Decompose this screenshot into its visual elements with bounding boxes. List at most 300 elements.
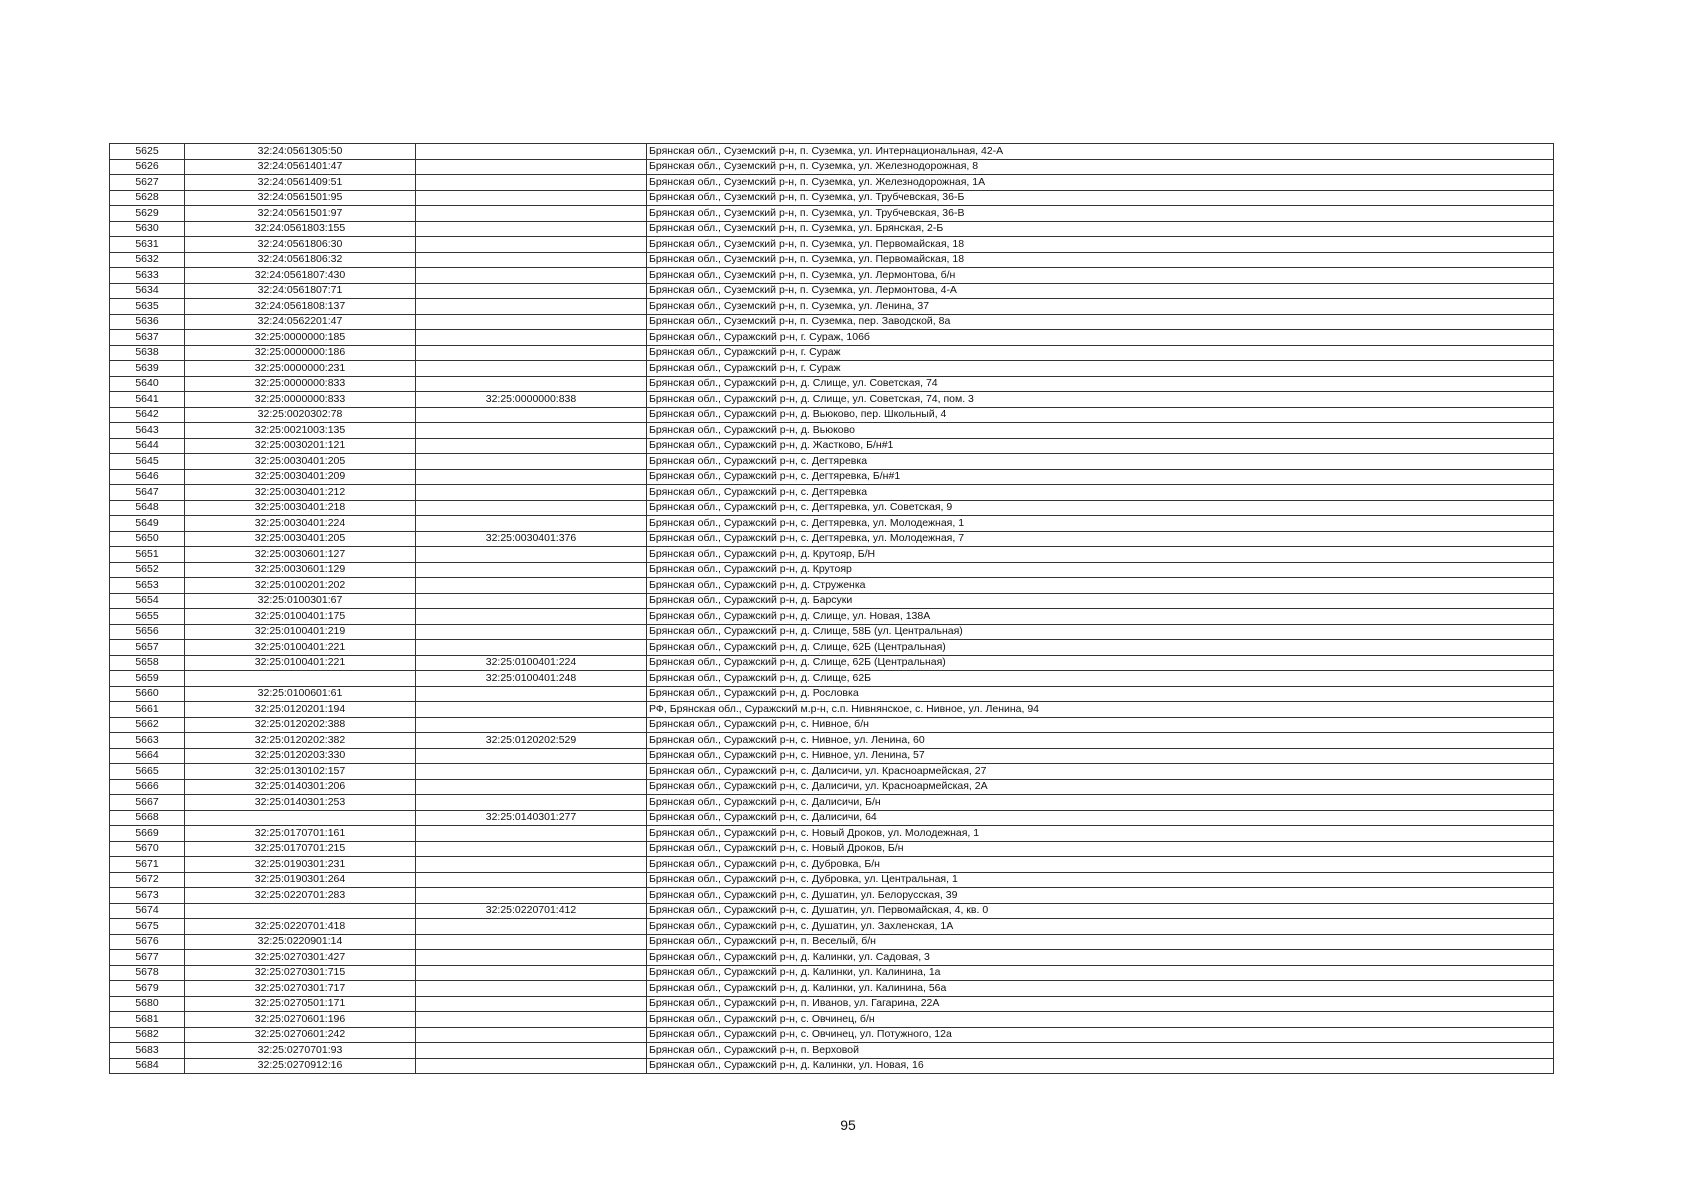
linked-cadastral-number-cell (416, 190, 647, 206)
row-number-cell: 5631 (110, 237, 185, 253)
address-cell: Брянская обл., Суражский р-н, с. Далисичи, Б/н (647, 795, 1554, 811)
address-cell: Брянская обл., Суражский р-н, д. Барсуки (647, 593, 1554, 609)
table-row (110, 733, 1554, 749)
address-cell: Брянская обл., Суражский р-н, с. Новый Дроков, Б/н (647, 841, 1554, 857)
row-number-cell: 5650 (110, 531, 185, 547)
address-cell: Брянская обл., Суземский р-н, п. Суземка, ул. Лермонтова, б/н (647, 268, 1554, 284)
cadastral-number-cell: 32:25:0000000:185 (185, 330, 416, 346)
linked-cadastral-number-cell (416, 314, 647, 330)
row-number-cell: 5659 (110, 671, 185, 687)
row-number-cell: 5674 (110, 903, 185, 919)
linked-cadastral-number-cell (416, 221, 647, 237)
address-cell: Брянская обл., Суражский р-н, с. Нивное, б/н (647, 717, 1554, 733)
table-row (110, 717, 1554, 733)
page-number: 95 (840, 1117, 856, 1133)
table-row (110, 826, 1554, 842)
address-cell: Брянская обл., Суражский р-н, с. Дегтяревка, ул. Молодежная, 1 (647, 516, 1554, 532)
cadastral-number-cell: 32:25:0030601:129 (185, 562, 416, 578)
linked-cadastral-number-cell (416, 888, 647, 904)
linked-cadastral-number-cell (416, 624, 647, 640)
linked-cadastral-number-cell (416, 144, 647, 160)
address-cell: Брянская обл., Суражский р-н, д. Калинки, ул. Калинина, 56а (647, 981, 1554, 997)
table-row (110, 748, 1554, 764)
cadastral-number-cell: 32:25:0030201:121 (185, 438, 416, 454)
linked-cadastral-number-cell (416, 578, 647, 594)
address-cell: Брянская обл., Суражский р-н, п. Веселый, б/н (647, 934, 1554, 950)
row-number-cell: 5677 (110, 950, 185, 966)
linked-cadastral-number-cell (416, 1027, 647, 1043)
address-cell: Брянская обл., Суражский р-н, с. Далисичи, ул. Красноармейская, 2А (647, 779, 1554, 795)
linked-cadastral-number-cell (416, 593, 647, 609)
table-row (110, 934, 1554, 950)
address-cell: Брянская обл., Суражский р-н, с. Нивное, ул. Ленина, 57 (647, 748, 1554, 764)
table-row (110, 345, 1554, 361)
table-row (110, 686, 1554, 702)
linked-cadastral-number-cell (416, 438, 647, 454)
linked-cadastral-number-cell (416, 841, 647, 857)
linked-cadastral-number-cell (416, 795, 647, 811)
row-number-cell: 5629 (110, 206, 185, 222)
linked-cadastral-number-cell (416, 485, 647, 501)
table-row (110, 330, 1554, 346)
table-row (110, 206, 1554, 222)
linked-cadastral-number-cell (416, 640, 647, 656)
row-number-cell: 5660 (110, 686, 185, 702)
table-row (110, 919, 1554, 935)
linked-cadastral-number-cell (416, 748, 647, 764)
cadastral-number-cell: 32:25:0120201:194 (185, 702, 416, 718)
linked-cadastral-number-cell (416, 237, 647, 253)
table-row (110, 795, 1554, 811)
row-number-cell: 5684 (110, 1058, 185, 1074)
table-row (110, 144, 1554, 160)
address-cell: Брянская обл., Суражский р-н, с. Дегтяревка, Б/н#1 (647, 469, 1554, 485)
table-row (110, 516, 1554, 532)
linked-cadastral-number-cell: 32:25:0100401:248 (416, 671, 647, 687)
table-row (110, 562, 1554, 578)
cadastral-number-cell: 32:25:0130102:157 (185, 764, 416, 780)
linked-cadastral-number-cell (416, 996, 647, 1012)
row-number-cell: 5678 (110, 965, 185, 981)
table-row (110, 1027, 1554, 1043)
table-row (110, 640, 1554, 656)
address-cell: Брянская обл., Суражский р-н, с. Овчинец, ул. Потужного, 12а (647, 1027, 1554, 1043)
cadastral-number-cell: 32:24:0561401:47 (185, 159, 416, 175)
cadastral-number-cell: 32:24:0561806:30 (185, 237, 416, 253)
address-cell: Брянская обл., Суражский р-н, д. Вьюково, пер. Школьный, 4 (647, 407, 1554, 423)
address-cell: Брянская обл., Суражский р-н, с. Дубровка, Б/н (647, 857, 1554, 873)
row-number-cell: 5640 (110, 376, 185, 392)
row-number-cell: 5626 (110, 159, 185, 175)
address-cell: Брянская обл., Суражский р-н, г. Сураж (647, 361, 1554, 377)
table-row (110, 655, 1554, 671)
linked-cadastral-number-cell (416, 345, 647, 361)
address-cell: Брянская обл., Суражский р-н, д. Крутояр (647, 562, 1554, 578)
address-cell: Брянская обл., Суземский р-н, п. Суземка, ул. Брянская, 2-Б (647, 221, 1554, 237)
table-row (110, 485, 1554, 501)
table-row (110, 221, 1554, 237)
cadastral-number-cell: 32:25:0140301:253 (185, 795, 416, 811)
cadastral-number-cell: 32:25:0220701:418 (185, 919, 416, 935)
cadastral-number-cell: 32:25:0030401:212 (185, 485, 416, 501)
linked-cadastral-number-cell (416, 376, 647, 392)
row-number-cell: 5638 (110, 345, 185, 361)
cadastral-number-cell: 32:25:0270301:717 (185, 981, 416, 997)
table-row (110, 872, 1554, 888)
cadastral-number-cell: 32:25:0170701:161 (185, 826, 416, 842)
address-cell: Брянская обл., Суражский р-н, д. Слище, 62Б (647, 671, 1554, 687)
address-cell: Брянская обл., Суражский р-н, г. Сураж, 106б (647, 330, 1554, 346)
table-row (110, 578, 1554, 594)
row-number-cell: 5635 (110, 299, 185, 315)
table-row (110, 469, 1554, 485)
cadastral-number-cell: 32:25:0270601:196 (185, 1012, 416, 1028)
cadastral-number-cell: 32:25:0120202:388 (185, 717, 416, 733)
cadastral-number-cell: 32:25:0100601:61 (185, 686, 416, 702)
row-number-cell: 5637 (110, 330, 185, 346)
row-number-cell: 5630 (110, 221, 185, 237)
cadastral-number-cell: 32:24:0562201:47 (185, 314, 416, 330)
cadastral-number-cell (185, 671, 416, 687)
row-number-cell: 5672 (110, 872, 185, 888)
cadastral-number-cell: 32:24:0561501:95 (185, 190, 416, 206)
row-number-cell: 5652 (110, 562, 185, 578)
linked-cadastral-number-cell (416, 252, 647, 268)
row-number-cell: 5654 (110, 593, 185, 609)
cadastral-number-cell: 32:25:0021003:135 (185, 423, 416, 439)
linked-cadastral-number-cell (416, 330, 647, 346)
row-number-cell: 5665 (110, 764, 185, 780)
cadastral-number-cell: 32:25:0030401:205 (185, 454, 416, 470)
cadastral-number-cell (185, 903, 416, 919)
linked-cadastral-number-cell (416, 469, 647, 485)
address-cell: Брянская обл., Суражский р-н, д. Слище, 58Б (ул. Центральная) (647, 624, 1554, 640)
cadastral-number-cell: 32:25:0000000:231 (185, 361, 416, 377)
row-number-cell: 5658 (110, 655, 185, 671)
cadastral-number-cell: 32:25:0270301:715 (185, 965, 416, 981)
table-row (110, 779, 1554, 795)
table-row (110, 702, 1554, 718)
table-row (110, 671, 1554, 687)
row-number-cell: 5681 (110, 1012, 185, 1028)
row-number-cell: 5663 (110, 733, 185, 749)
row-number-cell: 5645 (110, 454, 185, 470)
table-row (110, 1058, 1554, 1074)
row-number-cell: 5651 (110, 547, 185, 563)
row-number-cell: 5644 (110, 438, 185, 454)
address-cell: Брянская обл., Суражский р-н, д. Слище, 62Б (Центральная) (647, 655, 1554, 671)
address-cell: Брянская обл., Суражский р-н, д. Слище, ул. Советская, 74, пом. 3 (647, 392, 1554, 408)
linked-cadastral-number-cell (416, 702, 647, 718)
cadastral-number-cell: 32:25:0030601:127 (185, 547, 416, 563)
records-table (109, 143, 1554, 1074)
row-number-cell: 5653 (110, 578, 185, 594)
table-row (110, 438, 1554, 454)
linked-cadastral-number-cell (416, 407, 647, 423)
row-number-cell: 5633 (110, 268, 185, 284)
cadastral-number-cell: 32:25:0100401:219 (185, 624, 416, 640)
table-row (110, 190, 1554, 206)
row-number-cell: 5649 (110, 516, 185, 532)
cadastral-number-cell: 32:25:0030401:209 (185, 469, 416, 485)
cadastral-number-cell: 32:25:0120202:382 (185, 733, 416, 749)
address-cell: Брянская обл., Суражский р-н, п. Иванов, ул. Гагарина, 22А (647, 996, 1554, 1012)
row-number-cell: 5641 (110, 392, 185, 408)
row-number-cell: 5661 (110, 702, 185, 718)
row-number-cell: 5627 (110, 175, 185, 191)
table-row (110, 407, 1554, 423)
table-row (110, 609, 1554, 625)
cadastral-number-cell: 32:25:0270912:16 (185, 1058, 416, 1074)
table-row (110, 237, 1554, 253)
row-number-cell: 5670 (110, 841, 185, 857)
address-cell: Брянская обл., Суражский р-н, д. Струженка (647, 578, 1554, 594)
linked-cadastral-number-cell (416, 872, 647, 888)
cadastral-number-cell: 32:24:0561808:137 (185, 299, 416, 315)
cadastral-number-cell: 32:25:0100401:175 (185, 609, 416, 625)
linked-cadastral-number-cell (416, 1012, 647, 1028)
row-number-cell: 5646 (110, 469, 185, 485)
table-row (110, 454, 1554, 470)
address-cell: Брянская обл., Суражский р-н, с. Нивное, ул. Ленина, 60 (647, 733, 1554, 749)
cadastral-number-cell: 32:25:0000000:833 (185, 392, 416, 408)
address-cell: Брянская обл., Суражский р-н, г. Сураж (647, 345, 1554, 361)
linked-cadastral-number-cell: 32:25:0000000:838 (416, 392, 647, 408)
cadastral-number-cell: 32:25:0100201:202 (185, 578, 416, 594)
address-cell: Брянская обл., Суражский р-н, д. Слище, ул. Новая, 138А (647, 609, 1554, 625)
table-row (110, 361, 1554, 377)
cadastral-number-cell: 32:25:0220701:283 (185, 888, 416, 904)
row-number-cell: 5655 (110, 609, 185, 625)
cadastral-number-cell: 32:25:0190301:264 (185, 872, 416, 888)
address-cell: Брянская обл., Суражский р-н, с. Дегтяревка (647, 485, 1554, 501)
linked-cadastral-number-cell (416, 500, 647, 516)
row-number-cell: 5676 (110, 934, 185, 950)
row-number-cell: 5675 (110, 919, 185, 935)
linked-cadastral-number-cell (416, 717, 647, 733)
cadastral-number-cell: 32:25:0100301:67 (185, 593, 416, 609)
row-number-cell: 5643 (110, 423, 185, 439)
linked-cadastral-number-cell (416, 206, 647, 222)
table-row (110, 283, 1554, 299)
address-cell: Брянская обл., Суражский р-н, д. Рословка (647, 686, 1554, 702)
cadastral-number-cell: 32:24:0561803:155 (185, 221, 416, 237)
address-cell: Брянская обл., Суражский р-н, д. Слище, 62Б (Центральная) (647, 640, 1554, 656)
linked-cadastral-number-cell (416, 981, 647, 997)
linked-cadastral-number-cell (416, 779, 647, 795)
cadastral-number-cell: 32:25:0270301:427 (185, 950, 416, 966)
cadastral-number-cell: 32:25:0270701:93 (185, 1043, 416, 1059)
address-cell: Брянская обл., Суземский р-н, п. Суземка, ул. Железнодорожная, 1А (647, 175, 1554, 191)
row-number-cell: 5634 (110, 283, 185, 299)
linked-cadastral-number-cell (416, 268, 647, 284)
row-number-cell: 5683 (110, 1043, 185, 1059)
cadastral-number-cell: 32:25:0140301:206 (185, 779, 416, 795)
cadastral-number-cell: 32:24:0561806:32 (185, 252, 416, 268)
linked-cadastral-number-cell (416, 299, 647, 315)
table-row (110, 1043, 1554, 1059)
address-cell: Брянская обл., Суражский р-н, с. Далисичи, ул. Красноармейская, 27 (647, 764, 1554, 780)
table-row (110, 965, 1554, 981)
address-cell: Брянская обл., Суражский р-н, с. Далисичи, 64 (647, 810, 1554, 826)
table-row (110, 903, 1554, 919)
address-cell: Брянская обл., Суражский р-н, п. Верховой (647, 1043, 1554, 1059)
table-row (110, 624, 1554, 640)
row-number-cell: 5642 (110, 407, 185, 423)
table-row (110, 841, 1554, 857)
table-row (110, 950, 1554, 966)
address-cell: РФ, Брянская обл., Суражский м.р-н, с.п. Нивнянское, с. Нивное, ул. Ленина, 94 (647, 702, 1554, 718)
address-cell: Брянская обл., Суземский р-н, п. Суземка, ул. Железнодорожная, 8 (647, 159, 1554, 175)
address-cell: Брянская обл., Суземский р-н, п. Суземка, пер. Заводской, 8а (647, 314, 1554, 330)
row-number-cell: 5639 (110, 361, 185, 377)
linked-cadastral-number-cell: 32:25:0030401:376 (416, 531, 647, 547)
cadastral-number-cell: 32:25:0000000:833 (185, 376, 416, 392)
address-cell: Брянская обл., Суземский р-н, п. Суземка, ул. Трубчевская, 36-В (647, 206, 1554, 222)
linked-cadastral-number-cell (416, 423, 647, 439)
address-cell: Брянская обл., Суражский р-н, с. Новый Дроков, ул. Молодежная, 1 (647, 826, 1554, 842)
cadastral-number-cell: 32:25:0030401:205 (185, 531, 416, 547)
table-row (110, 268, 1554, 284)
table-row (110, 1012, 1554, 1028)
cadastral-number-cell: 32:25:0020302:78 (185, 407, 416, 423)
linked-cadastral-number-cell: 32:25:0100401:224 (416, 655, 647, 671)
address-cell: Брянская обл., Суражский р-н, с. Дегтяревка, ул. Советская, 9 (647, 500, 1554, 516)
row-number-cell: 5636 (110, 314, 185, 330)
row-number-cell: 5680 (110, 996, 185, 1012)
table-row (110, 299, 1554, 315)
address-cell: Брянская обл., Суражский р-н, д. Жастково, Б/н#1 (647, 438, 1554, 454)
row-number-cell: 5625 (110, 144, 185, 160)
linked-cadastral-number-cell (416, 159, 647, 175)
cadastral-number-cell: 32:25:0220901:14 (185, 934, 416, 950)
cadastral-number-cell: 32:25:0100401:221 (185, 640, 416, 656)
address-cell: Брянская обл., Суражский р-н, с. Душатин, ул. Первомайская, 4, кв. 0 (647, 903, 1554, 919)
table-row (110, 531, 1554, 547)
linked-cadastral-number-cell (416, 454, 647, 470)
linked-cadastral-number-cell (416, 516, 647, 532)
address-cell: Брянская обл., Суземский р-н, п. Суземка, ул. Первомайская, 18 (647, 252, 1554, 268)
row-number-cell: 5647 (110, 485, 185, 501)
address-cell: Брянская обл., Суземский р-н, п. Суземка, ул. Лермонтова, 4-А (647, 283, 1554, 299)
table-row (110, 175, 1554, 191)
row-number-cell: 5656 (110, 624, 185, 640)
linked-cadastral-number-cell (416, 934, 647, 950)
linked-cadastral-number-cell (416, 609, 647, 625)
address-cell: Брянская обл., Суземский р-н, п. Суземка, ул. Трубчевская, 36-Б (647, 190, 1554, 206)
address-cell: Брянская обл., Суземский р-н, п. Суземка, ул. Первомайская, 18 (647, 237, 1554, 253)
linked-cadastral-number-cell (416, 764, 647, 780)
linked-cadastral-number-cell (416, 1043, 647, 1059)
address-cell: Брянская обл., Суражский р-н, д. Калинки, ул. Новая, 16 (647, 1058, 1554, 1074)
table-row (110, 252, 1554, 268)
linked-cadastral-number-cell (416, 562, 647, 578)
linked-cadastral-number-cell: 32:25:0120202:529 (416, 733, 647, 749)
cadastral-number-cell (185, 810, 416, 826)
table-row (110, 981, 1554, 997)
cadastral-number-cell: 32:25:0030401:218 (185, 500, 416, 516)
cadastral-number-cell: 32:24:0561409:51 (185, 175, 416, 191)
cadastral-number-cell: 32:25:0120203:330 (185, 748, 416, 764)
cadastral-number-cell: 32:25:0100401:221 (185, 655, 416, 671)
row-number-cell: 5632 (110, 252, 185, 268)
linked-cadastral-number-cell (416, 826, 647, 842)
linked-cadastral-number-cell (416, 175, 647, 191)
address-cell: Брянская обл., Суражский р-н, с. Дубровка, ул. Центральная, 1 (647, 872, 1554, 888)
cadastral-number-cell: 32:24:0561501:97 (185, 206, 416, 222)
table-row (110, 857, 1554, 873)
table-row (110, 314, 1554, 330)
table-row (110, 810, 1554, 826)
linked-cadastral-number-cell: 32:25:0220701:412 (416, 903, 647, 919)
linked-cadastral-number-cell (416, 686, 647, 702)
row-number-cell: 5679 (110, 981, 185, 997)
address-cell: Брянская обл., Суражский р-н, с. Дегтяревка, ул. Молодежная, 7 (647, 531, 1554, 547)
cadastral-number-cell: 32:24:0561807:430 (185, 268, 416, 284)
address-cell: Брянская обл., Суземский р-н, п. Суземка, ул. Интернациональная, 42-А (647, 144, 1554, 160)
row-number-cell: 5648 (110, 500, 185, 516)
linked-cadastral-number-cell (416, 950, 647, 966)
address-cell: Брянская обл., Суражский р-н, д. Крутояр, Б/Н (647, 547, 1554, 563)
table-row (110, 996, 1554, 1012)
row-number-cell: 5668 (110, 810, 185, 826)
address-cell: Брянская обл., Суражский р-н, с. Дегтяревка (647, 454, 1554, 470)
row-number-cell: 5671 (110, 857, 185, 873)
linked-cadastral-number-cell (416, 361, 647, 377)
row-number-cell: 5657 (110, 640, 185, 656)
cadastral-number-cell: 32:24:0561807:71 (185, 283, 416, 299)
address-cell: Брянская обл., Суземский р-н, п. Суземка, ул. Ленина, 37 (647, 299, 1554, 315)
table-row (110, 764, 1554, 780)
records-body (110, 144, 1554, 1074)
linked-cadastral-number-cell: 32:25:0140301:277 (416, 810, 647, 826)
row-number-cell: 5673 (110, 888, 185, 904)
table-row (110, 547, 1554, 563)
linked-cadastral-number-cell (416, 283, 647, 299)
address-cell: Брянская обл., Суражский р-н, д. Слище, ул. Советская, 74 (647, 376, 1554, 392)
cadastral-number-cell: 32:25:0270601:242 (185, 1027, 416, 1043)
cadastral-number-cell: 32:25:0030401:224 (185, 516, 416, 532)
linked-cadastral-number-cell (416, 965, 647, 981)
address-cell: Брянская обл., Суражский р-н, с. Душатин, ул. Захленская, 1А (647, 919, 1554, 935)
table-row (110, 159, 1554, 175)
linked-cadastral-number-cell (416, 857, 647, 873)
table-row (110, 500, 1554, 516)
linked-cadastral-number-cell (416, 547, 647, 563)
linked-cadastral-number-cell (416, 1058, 647, 1074)
row-number-cell: 5667 (110, 795, 185, 811)
address-cell: Брянская обл., Суражский р-н, д. Калинки, ул. Садовая, 3 (647, 950, 1554, 966)
table-row (110, 376, 1554, 392)
address-cell: Брянская обл., Суражский р-н, с. Овчинец, б/н (647, 1012, 1554, 1028)
table-row (110, 392, 1554, 408)
cadastral-number-cell: 32:25:0000000:186 (185, 345, 416, 361)
row-number-cell: 5664 (110, 748, 185, 764)
row-number-cell: 5669 (110, 826, 185, 842)
cadastral-number-cell: 32:25:0190301:231 (185, 857, 416, 873)
linked-cadastral-number-cell (416, 919, 647, 935)
address-cell: Брянская обл., Суражский р-н, д. Вьюково (647, 423, 1554, 439)
cadastral-number-cell: 32:25:0270501:171 (185, 996, 416, 1012)
address-cell: Брянская обл., Суражский р-н, д. Калинки, ул. Калинина, 1а (647, 965, 1554, 981)
table-row (110, 888, 1554, 904)
row-number-cell: 5662 (110, 717, 185, 733)
row-number-cell: 5628 (110, 190, 185, 206)
table-row (110, 593, 1554, 609)
cadastral-number-cell: 32:24:0561305:50 (185, 144, 416, 160)
table-row (110, 423, 1554, 439)
row-number-cell: 5682 (110, 1027, 185, 1043)
